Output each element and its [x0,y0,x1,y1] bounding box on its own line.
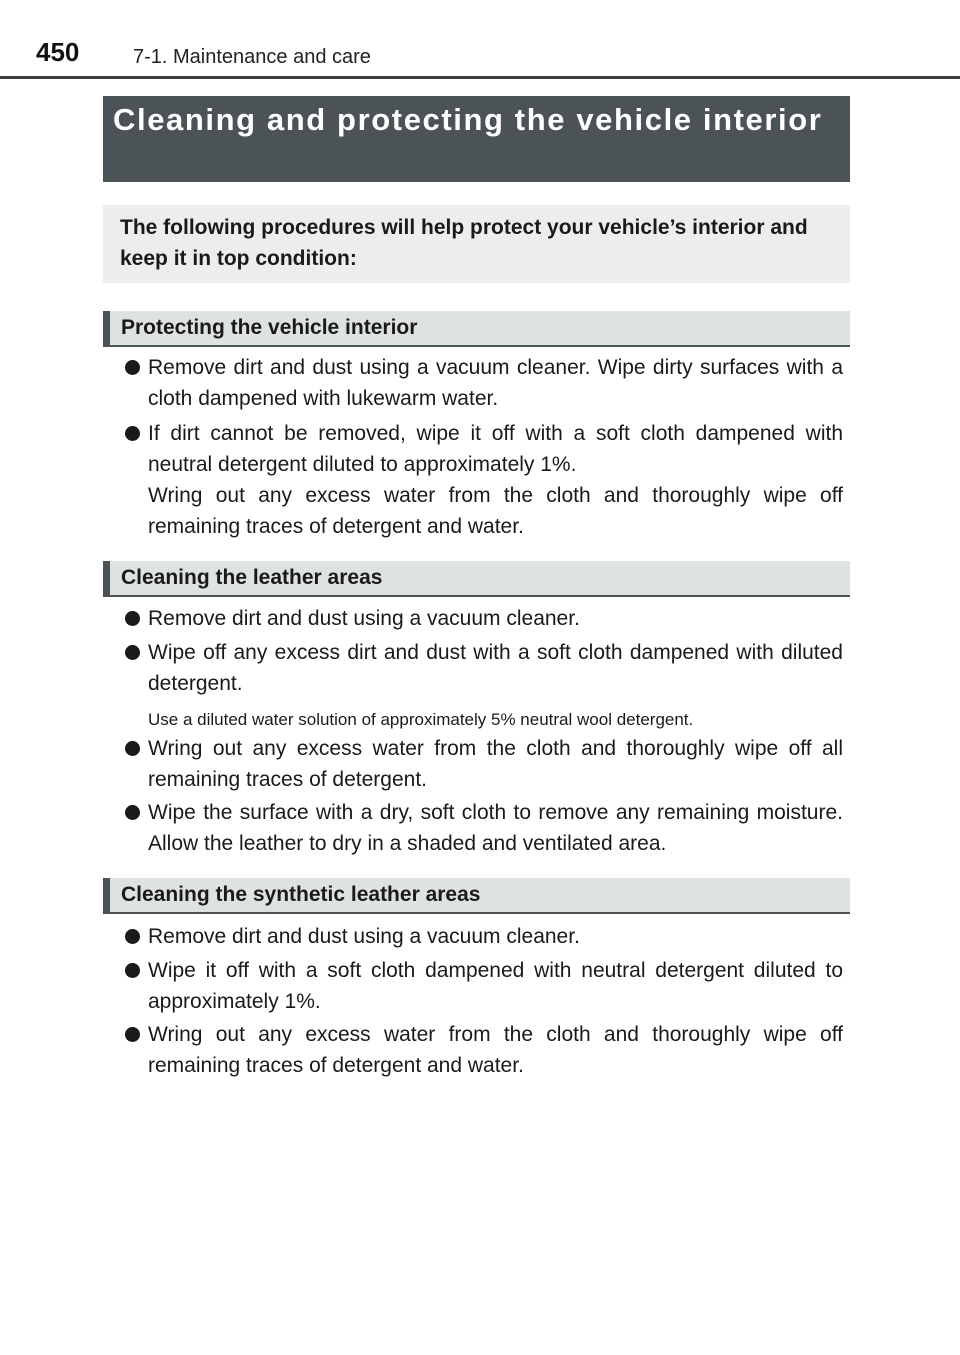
bullet-icon [125,426,140,441]
list-item-paragraph: Wipe it off with a soft cloth dampened with neutral detergent diluted to approximately 1%. [148,959,843,1013]
list-item-text [148,603,843,634]
list-item-paragraph: Wring out any excess water from the cloth and thoroughly wipe off remaining traces of detergent and water. [148,1023,843,1077]
subheading-text: Cleaning the synthetic leather areas [121,883,481,906]
intro-text: The following procedures will help protect your vehicle’s interior and keep it in top condition: [120,216,808,270]
bullet-icon [125,741,140,756]
page-number: 450 [36,37,80,67]
subheading-synthetic-leather-areas [103,878,850,914]
page-title-bar [103,96,850,182]
list-item-paragraph: Wring out any excess water from the cloth and thoroughly wipe off all remaining traces of detergent. [148,737,843,791]
list-item-paragraph: If dirt cannot be removed, wipe it off with a soft cloth dampened with neutral detergent diluted to approximately 1%. [148,422,843,476]
page-header [0,0,960,80]
list-item [125,603,843,634]
list-item-paragraph: Remove dirt and dust using a vacuum cleaner. [148,607,580,630]
list-item-text [148,418,843,542]
bullet-icon [125,963,140,978]
bullet-icon [125,611,140,626]
list-item [125,797,843,859]
list-item-paragraph: Wipe off any excess dirt and dust with a soft cloth dampened with diluted detergent. [148,641,843,695]
list-item [125,352,843,414]
list-item-text [148,955,843,1017]
subheading-text: Cleaning the leather areas [121,566,383,589]
list-item-text [148,637,843,699]
intro-box [103,205,850,283]
subheading-leather-areas [103,561,850,597]
list-item-paragraph: Remove dirt and dust using a vacuum cleaner. Wipe dirty surfaces with a cloth dampened with lukewarm water. [148,356,843,410]
list-item [125,733,843,795]
bullet-icon [125,805,140,820]
list-item-paragraph: Remove dirt and dust using a vacuum cleaner. [148,925,580,948]
list-item-text [148,733,843,795]
list-item-paragraph: Wipe the surface with a dry, soft cloth to remove any remaining moisture. Allow the leather to dry in a shaded and ventilated area. [148,801,843,855]
list-item [125,418,843,542]
list-item [125,637,843,699]
header-divider [0,76,960,79]
list-item [125,921,843,952]
bullet-icon [125,929,140,944]
note-text: Use a diluted water solution of approximately 5% neutral wool detergent. [148,710,694,729]
bullet-icon [125,360,140,375]
list-item-text [148,1019,843,1081]
page-title: Cleaning and protecting the vehicle interior [113,102,823,137]
list-item-text [148,921,843,952]
list-item [125,955,843,1017]
list-item [125,1019,843,1081]
list-item-text [148,352,843,414]
bullet-icon [125,645,140,660]
list-item-text [148,797,843,859]
subheading-protecting-interior [103,311,850,347]
section-label: 7-1. Maintenance and care [133,46,371,68]
bullet-icon [125,1027,140,1042]
list-item-paragraph: Wring out any excess water from the cloth and thoroughly wipe off remaining traces of detergent and water. [148,484,843,538]
subheading-text: Protecting the vehicle interior [121,316,418,339]
